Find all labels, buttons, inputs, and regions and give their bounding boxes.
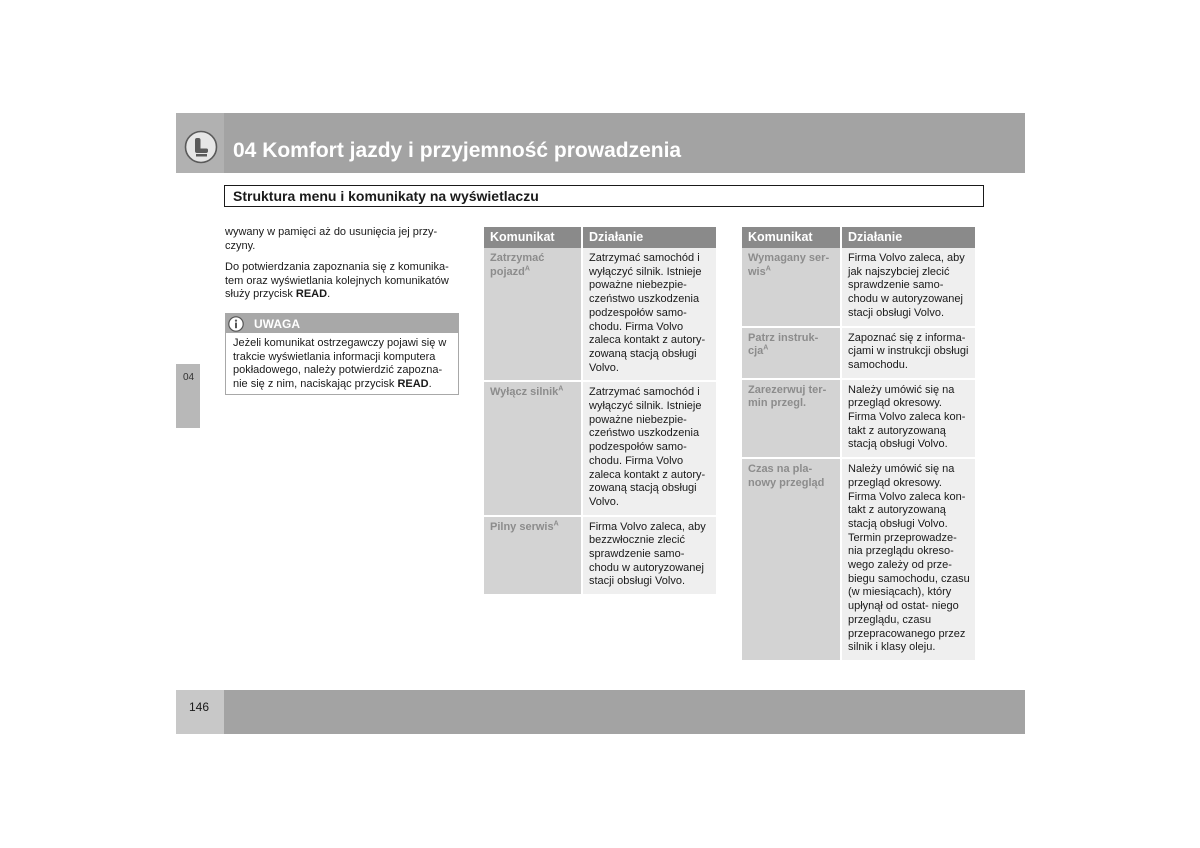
message-cell (742, 328, 842, 380)
table-header-row (742, 227, 975, 248)
table-row (742, 248, 975, 328)
message-text: Pilny serwis (490, 520, 554, 533)
note-body (226, 333, 458, 394)
footer-bar (224, 690, 1025, 734)
action-cell: Zapoznać się z informa- cjami w instrukcji obsługi samochodu. (842, 328, 975, 380)
footnote-mark: A (558, 385, 564, 393)
message-text: Patrz instruk- cja (748, 331, 819, 358)
action-cell: Należy umówić się na przegląd okresowy. Firma Volvo zaleca kon- takt z autoryzowaną stacją obsługi Volvo. Termin przeprowadze- nia przeglądu okreso- wego zależy od prze- biegu samochodu, czasu (w miesiącach), który upłynął od ostat- niego przeglądu, czasu przepracowanego przez silnik i klasy oleju. (842, 459, 975, 662)
note-header (226, 314, 458, 333)
action-cell: Firma Volvo zaleca, aby bezzwłocznie zlecić sprawdzenie samo- chodu w autoryzowanej stacji obsługi Volvo. (583, 517, 716, 597)
action-cell: Firma Volvo zaleca, aby jak najszybciej zlecić sprawdzenie samo- chodu w autoryzowanej stacji obsługi Volvo. (842, 248, 975, 328)
note-title: UWAGA (254, 317, 300, 331)
table-row (742, 328, 975, 380)
note-read-ref: READ (397, 377, 429, 390)
chapter-title: 04 Komfort jazdy i przyjemność prowadzenia (233, 139, 682, 162)
message-text: Wymagany ser- wis (748, 252, 830, 278)
footnote-mark: A (763, 344, 769, 352)
intro-p2-text: Do potwierdzania zapoznania się z komunika- tem oraz wyświetlania kolejnych komunikatów służy przycisk (225, 261, 449, 300)
column-header-action: Działanie (583, 227, 716, 248)
note-text-end: . (428, 377, 432, 390)
note-box (225, 313, 459, 395)
footnote-mark: A (524, 265, 530, 273)
chapter-side-tab-label: 04 (183, 372, 195, 383)
table-row (742, 380, 975, 460)
message-cell (484, 517, 583, 597)
message-cell (742, 459, 842, 662)
table-header-row (484, 227, 716, 248)
message-text: Zatrzymać pojazd (490, 252, 545, 278)
messages-table-2 (742, 227, 975, 662)
message-text: Zarezerwuj ter- min przegl. (748, 383, 827, 410)
table-row (484, 248, 716, 382)
message-cell (484, 248, 583, 382)
read-button-ref: READ (295, 288, 328, 300)
section-title: Struktura menu i komunikaty na wyświetlaczu (224, 185, 984, 207)
info-icon (228, 316, 244, 332)
intro-p2-end: . (327, 288, 331, 300)
column-header-message: Komunikat (484, 227, 583, 248)
seat-icon (184, 130, 218, 164)
footnote-mark: A (553, 520, 559, 527)
action-cell: Zatrzymać samochód i wyłączyć silnik. Istnieje poważne niebezpie- czeństwo uszkodzenia podzespołów samo- chodu. Firma Volvo zaleca kontakt z autory- zowaną stacją obsługi Volvo. (583, 382, 716, 516)
messages-table-1 (484, 227, 716, 596)
message-cell (484, 382, 583, 516)
column-header-message: Komunikat (742, 227, 842, 248)
action-cell: Należy umówić się na przegląd okresowy. Firma Volvo zaleca kon- takt z autoryzowaną stacją obsługi Volvo. (842, 380, 975, 460)
intro-paragraph-1: wywany w pamięci aż do usunięcia jej przy- czyny. (225, 226, 438, 252)
message-text: Czas na pla- nowy przegląd (748, 463, 825, 489)
action-cell: Zatrzymać samochód i wyłączyć silnik. Istnieje poważne niebezpie- czeństwo uszkodzenia podzespołów samo- chodu. Firma Volvo zaleca kontakt z autory- zowaną stacją obsługi Volvo. (583, 248, 716, 382)
intro-text (225, 226, 461, 310)
table-row (484, 517, 716, 597)
message-cell (742, 380, 842, 460)
table-row (484, 382, 716, 516)
note-text: Jeżeli komunikat ostrzegawczy pojawi się w trakcie wyświetlania informacji komputera pokładowego, należy potwierdzić zapozna- nie się z nim, naciskając przycisk (233, 337, 447, 390)
table-row (742, 459, 975, 662)
intro-paragraph-2 (225, 261, 461, 302)
footnote-mark: A (765, 265, 771, 273)
message-cell (742, 248, 842, 328)
column-header-action: Działanie (842, 227, 975, 248)
message-text: Wyłącz silnik (490, 386, 559, 399)
page-number: 146 (189, 700, 210, 714)
